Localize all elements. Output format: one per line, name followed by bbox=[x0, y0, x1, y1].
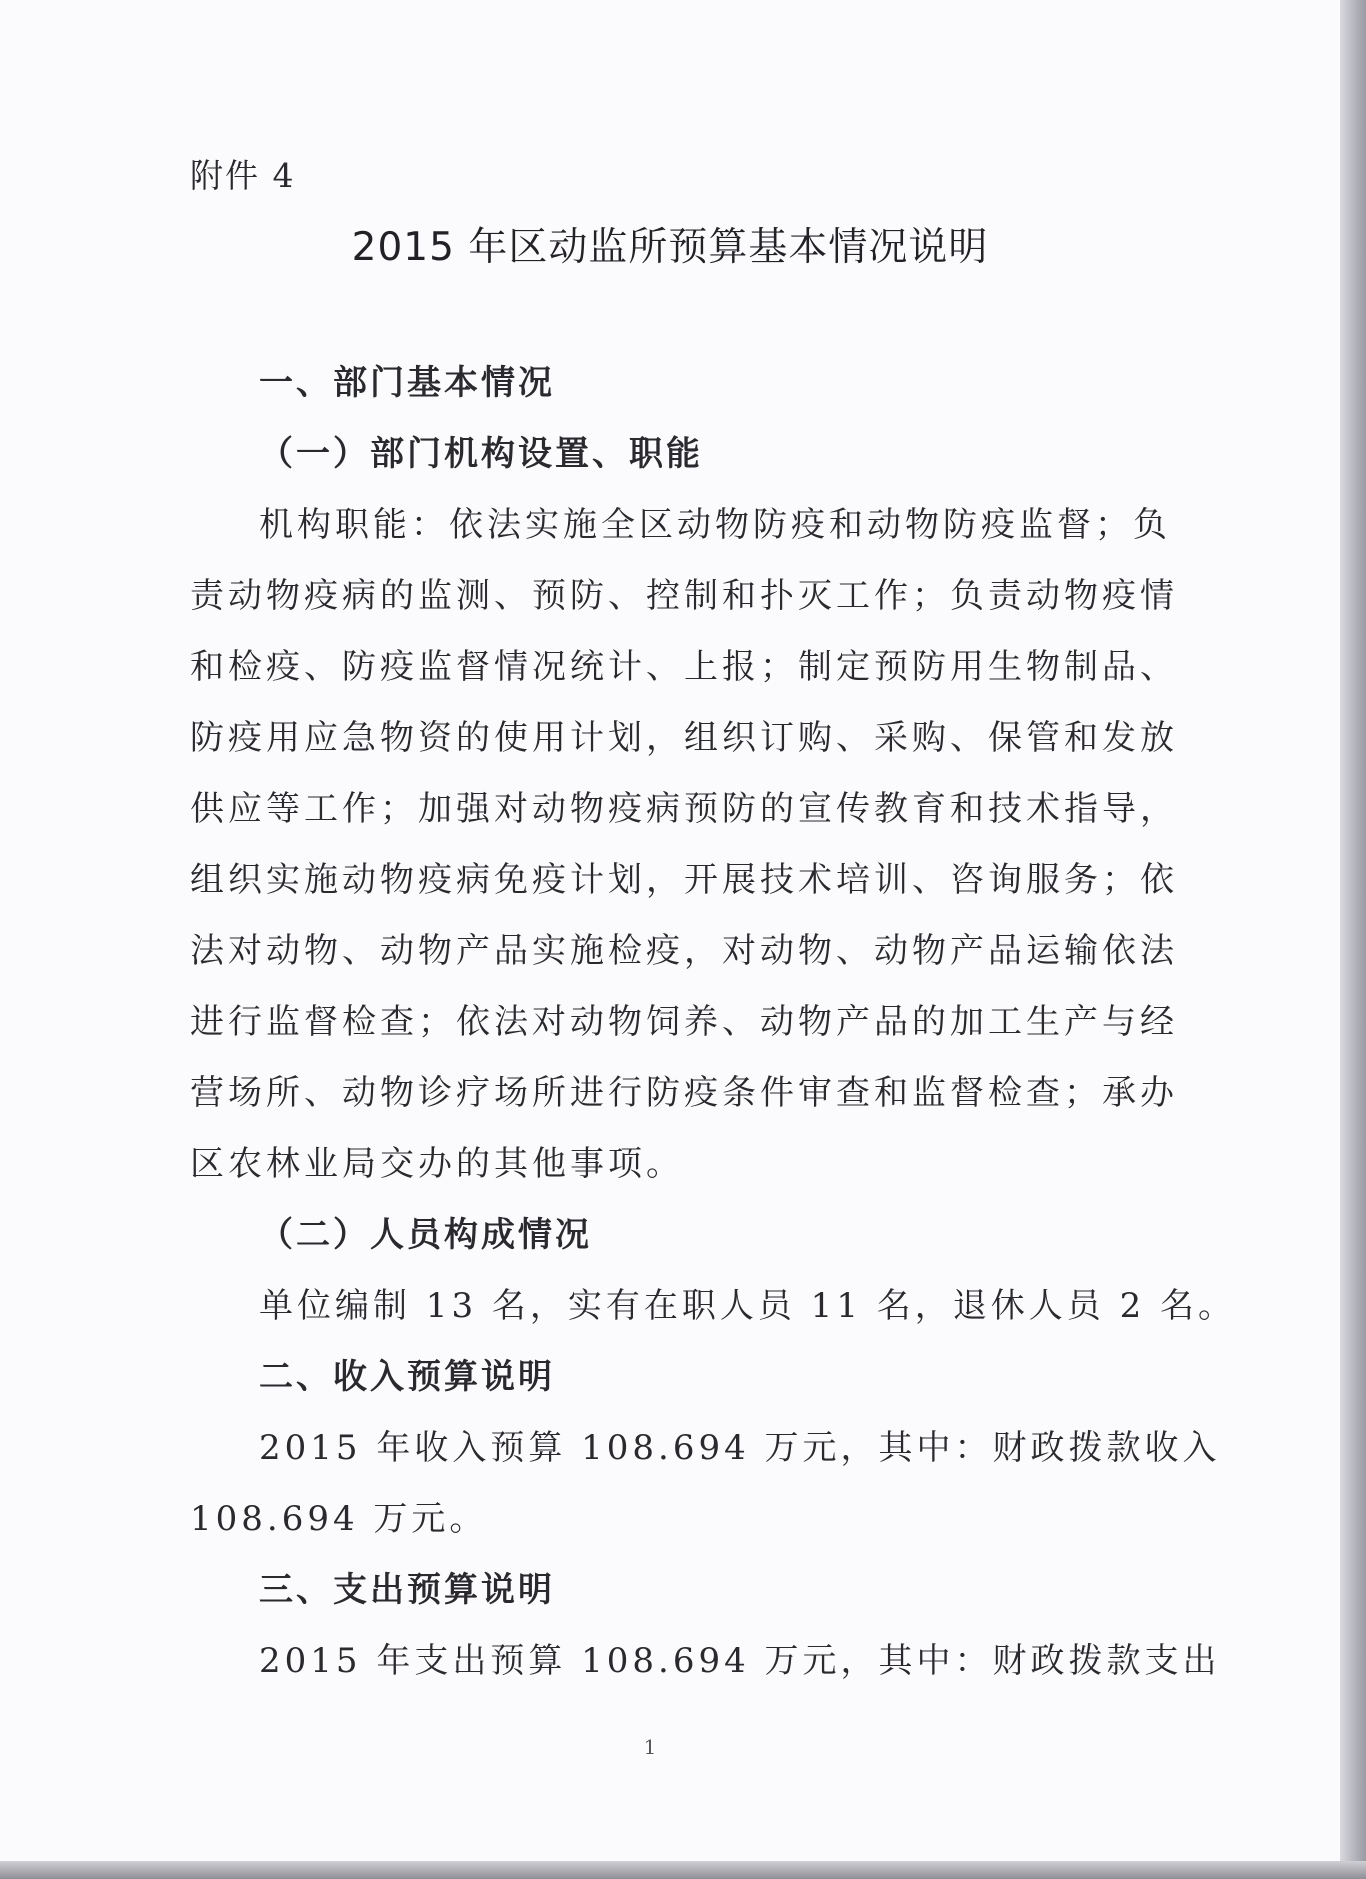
para-line: 108.694 万元。 bbox=[190, 1499, 488, 1539]
page-number: 1 bbox=[643, 1735, 657, 1759]
staff-line: 单位编制 13 名，实有在职人员 11 名，退休人员 2 名。 bbox=[259, 1286, 1237, 1326]
para-line: 组织实施动物疫病免疫计划，开展技术培训、咨询服务；依 bbox=[190, 860, 1178, 900]
para-line: 2015 年收入预算 108.694 万元，其中：财政拨款收入 bbox=[259, 1428, 1221, 1468]
para-line: 供应等工作；加强对动物疫病预防的宣传教育和技术指导， bbox=[190, 789, 1178, 829]
para-line: 和检疫、防疫监督情况统计、上报；制定预防用生物制品、 bbox=[190, 647, 1178, 687]
attachment-label: 附件 4 bbox=[190, 156, 296, 195]
section-1-sub1-heading: （一）部门机构设置、职能 bbox=[259, 434, 703, 474]
document-title: 2015 年区动监所预算基本情况说明 bbox=[351, 225, 989, 270]
para-line: 责动物疫病的监测、预防、控制和扑灭工作；负责动物疫情 bbox=[190, 576, 1178, 616]
para-line: 法对动物、动物产品实施检疫，对动物、动物产品运输依法 bbox=[190, 931, 1178, 971]
para-line: 区农林业局交办的其他事项。 bbox=[190, 1144, 684, 1184]
section-2-heading: 二、收入预算说明 bbox=[259, 1357, 555, 1397]
scan-edge-shadow bbox=[1340, 0, 1366, 1879]
section-1-sub2-heading: （二）人员构成情况 bbox=[259, 1215, 592, 1255]
para-line: 进行监督检查；依法对动物饲养、动物产品的加工生产与经 bbox=[190, 1002, 1178, 1042]
para-line: 营场所、动物诊疗场所进行防疫条件审查和监督检查；承办 bbox=[190, 1073, 1178, 1113]
section-1-heading: 一、部门基本情况 bbox=[259, 363, 555, 403]
para-line: 防疫用应急物资的使用计划，组织订购、采购、保管和发放 bbox=[190, 718, 1178, 758]
section-1 bbox=[190, 348, 1237, 1697]
section-3-heading: 三、支出预算说明 bbox=[259, 1570, 555, 1610]
para-line: 机构职能：依法实施全区动物防疫和动物防疫监督；负 bbox=[259, 505, 1171, 545]
scan-bottom-shadow bbox=[0, 1861, 1366, 1879]
para-line: 2015 年支出预算 108.694 万元，其中：财政拨款支出 bbox=[259, 1641, 1221, 1681]
